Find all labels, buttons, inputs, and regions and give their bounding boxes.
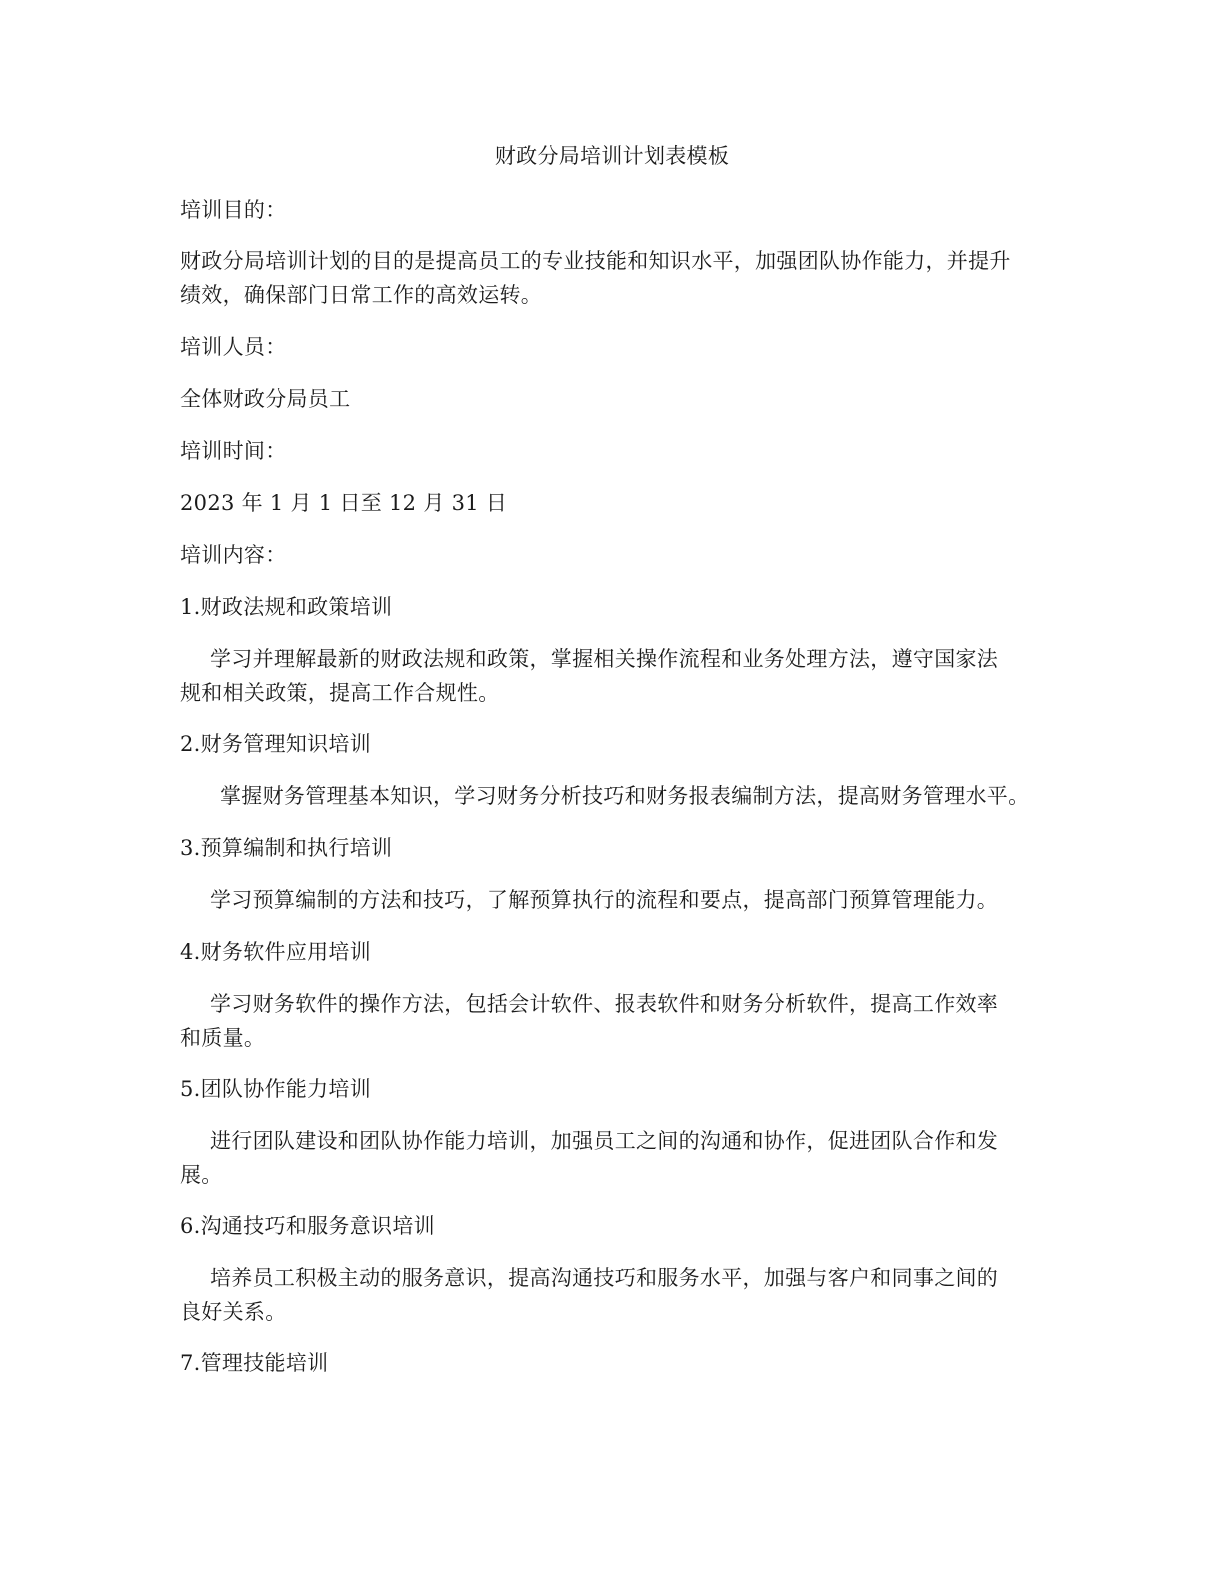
content-item-desc: 和质量。 xyxy=(180,1026,266,1050)
purpose-heading: 培训目的： xyxy=(180,198,287,222)
content-item-desc: 掌握财务管理基本知识，学习财务分析技巧和财务报表编制方法，提高财务管理水平。 xyxy=(220,784,1030,808)
purpose-text-line: 财政分局培训计划的目的是提高员工的专业技能和知识水平，加强团队协作能力，并提升 xyxy=(180,249,1011,273)
content-item-desc: 学习预算编制的方法和技巧，了解预算执行的流程和要点，提高部门预算管理能力。 xyxy=(210,888,999,912)
content-item-title: 4.财务软件应用培训 xyxy=(180,940,372,964)
content-item-title: 6.沟通技巧和服务意识培训 xyxy=(180,1214,435,1238)
content-item-desc: 规和相关政策，提高工作合规性。 xyxy=(180,681,500,705)
participants-text: 全体财政分局员工 xyxy=(180,387,351,411)
content-item-desc: 进行团队建设和团队协作能力培训，加强员工之间的沟通和协作，促进团队合作和发 xyxy=(210,1129,999,1153)
time-heading: 培训时间： xyxy=(180,439,287,463)
time-text: 2023 年 1 月 1 日至 12 月 31 日 xyxy=(180,491,508,515)
content-item-desc: 良好关系。 xyxy=(180,1300,287,1324)
content-item-desc: 展。 xyxy=(180,1163,223,1187)
content-item-title: 3.预算编制和执行培训 xyxy=(180,836,393,860)
content-item-desc: 学习财务软件的操作方法，包括会计软件、报表软件和财务分析软件，提高工作效率 xyxy=(210,992,999,1016)
document-title: 财政分局培训计划表模板 xyxy=(494,144,730,168)
content-item-desc: 学习并理解最新的财政法规和政策，掌握相关操作流程和业务处理方法，遵守国家法 xyxy=(210,647,999,671)
content-item-title: 7.管理技能培训 xyxy=(180,1351,329,1375)
purpose-text-line: 绩效，确保部门日常工作的高效运转。 xyxy=(180,283,543,307)
content-item-title: 5.团队协作能力培训 xyxy=(180,1077,372,1101)
content-item-desc: 培养员工积极主动的服务意识，提高沟通技巧和服务水平，加强与客户和同事之间的 xyxy=(210,1266,999,1290)
content-item-title: 1.财政法规和政策培训 xyxy=(180,595,393,619)
content-heading: 培训内容： xyxy=(180,543,287,567)
participants-heading: 培训人员： xyxy=(180,335,287,359)
content-item-title: 2.财务管理知识培训 xyxy=(180,732,372,756)
